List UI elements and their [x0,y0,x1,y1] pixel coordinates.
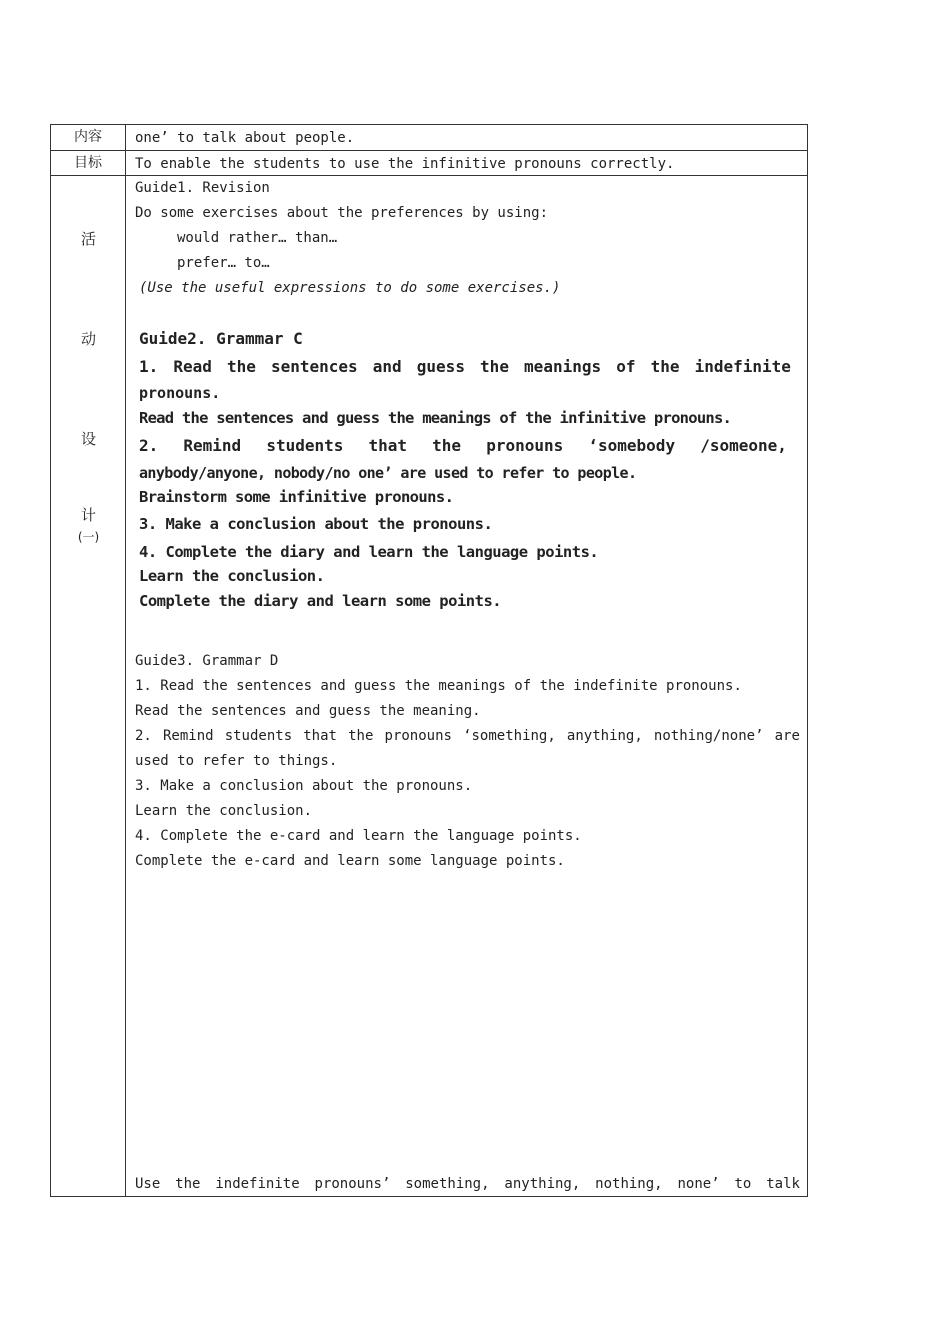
word: the [650,357,680,376]
word: something, [405,1176,490,1192]
word: guess [416,357,465,376]
guide2-item1 [139,357,791,376]
word: sentences [270,357,358,376]
word: 1. [139,357,159,376]
guide2-title: Guide2. Grammar C [139,329,303,348]
table-row [51,151,807,176]
word: indefinite [215,1176,300,1192]
word: none’ [677,1176,720,1192]
guide1-intro: Do some exercises about the preferences by using: [135,205,549,221]
label-char: 活 [80,230,96,248]
word: 2. [139,436,159,455]
word: nothing, [595,1176,663,1192]
word: Read [173,357,212,376]
word: ‘somebody [588,436,676,455]
guide2-activity4: Complete the diary and learn some points. [139,592,502,610]
guide3-title: Guide3. Grammar D [135,653,279,669]
word: students [224,728,293,744]
guide3-item1: 1. Read the sentences and guess the meanings of the indefinite pronouns. [135,678,742,694]
word: nothing/none’ [653,728,764,744]
word: are [774,728,800,744]
label-char: (一) [77,530,100,544]
activity-design-row [51,176,807,1196]
guide2-item2 [139,436,787,455]
guide3-item2-cont: used to refer to things. [135,753,338,769]
word: the [348,728,374,744]
word: /someone, [700,436,787,455]
guide2-activity3: Learn the conclusion. [139,567,325,585]
word: anything, [504,1176,581,1192]
guide2-item4: 4. Complete the diary and learn the language points. [139,543,599,561]
word: indefinite [694,357,791,376]
label-char: 设 [80,430,96,448]
word: the [175,1176,201,1192]
guide3-item4-activity: Complete the e-card and learn some language points. [135,853,565,869]
guide2-item2-cont: anybody/anyone, nobody/no one’ are used to refer to people. [139,464,637,482]
row-content: To enable the students to use the infinitive pronouns correctly. [135,156,675,172]
word: 2. [135,728,152,744]
lesson-plan-table [50,124,808,1197]
activity-label-cell [51,176,126,1196]
guide1-title: Guide1. Revision [135,180,270,196]
word: Remind [162,728,214,744]
word: students [266,436,344,455]
word: that [368,436,408,455]
word: pronouns’ [314,1176,391,1192]
label-char: 动 [80,330,96,348]
guide3-item3-activity: Learn the conclusion. [135,803,313,819]
word: Remind [183,436,242,455]
guide3-item4: 4. Complete the e-card and learn the language points. [135,828,582,844]
word: pronouns [384,728,452,744]
guide3-item1-activity: Read the sentences and guess the meaning. [135,703,481,719]
word: ‘something, [463,728,556,744]
guide1-note: (Use the useful expressions to do some exercises.) [139,280,561,296]
word: to [734,1176,752,1192]
guide2-item1-activity: Read the sentences and guess the meanings of the infinitive pronouns. [139,409,732,427]
word: the [480,357,509,376]
label-char: 计 [80,506,96,524]
row-label: 内容 [51,125,126,150]
word: anything, [566,728,643,744]
row-label: 目标 [51,151,126,175]
word: Use [135,1176,161,1192]
guide3-item2 [135,728,800,744]
guide3-item3: 3. Make a conclusion about the pronouns. [135,778,473,794]
row-content: one’ to talk about people. [135,130,355,146]
word: that [303,728,337,744]
word: pronouns [486,436,564,455]
word: of [616,357,636,376]
guide1-expression: would rather… than… [177,230,338,246]
guide2-item3: 3. Make a conclusion about the pronouns. [139,515,493,533]
word: talk [766,1176,800,1192]
table-row [51,125,807,151]
guide1-expression: prefer… to… [177,255,270,271]
word: the [432,436,462,455]
word: meanings [524,357,602,376]
footer-text [135,1176,800,1192]
guide2-item2-activity: Brainstorm some infinitive pronouns. [139,488,454,506]
word: the [226,357,256,376]
guide2-item1-cont: pronouns. [139,384,221,402]
word: and [372,357,402,376]
